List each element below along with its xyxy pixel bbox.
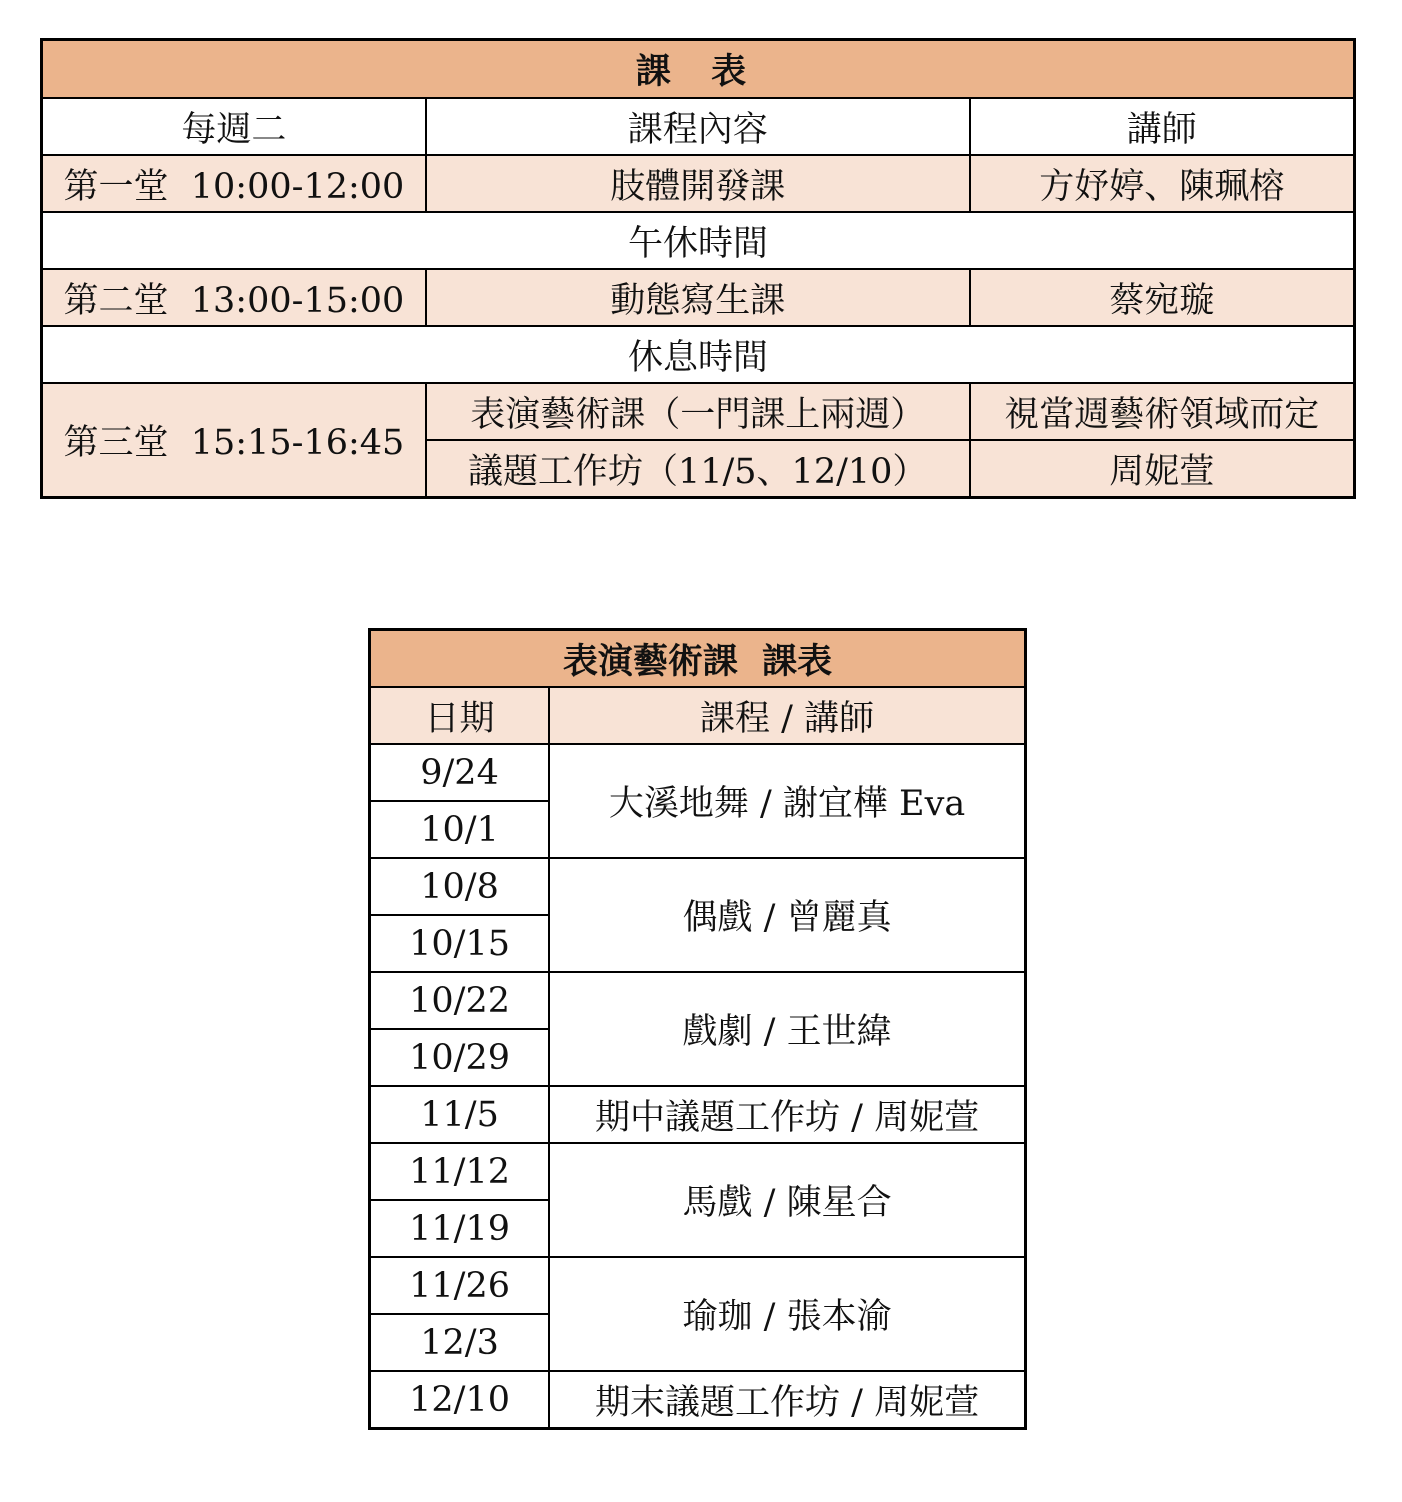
class-schedule-table bbox=[40, 38, 1356, 499]
course-cell: 戲劇 / 王世緯 bbox=[549, 972, 1025, 1086]
header-teacher: 講師 bbox=[970, 98, 1355, 155]
period-2-time: 第二堂 13:00-15:00 bbox=[42, 269, 426, 326]
period-3-time: 第三堂 15:15-16:45 bbox=[42, 383, 426, 498]
date-cell: 9/24 bbox=[370, 744, 550, 801]
date-cell: 12/3 bbox=[370, 1314, 550, 1371]
period-3-teacher-b: 周妮萱 bbox=[970, 440, 1355, 498]
date-cell: 10/22 bbox=[370, 972, 550, 1029]
course-cell: 期中議題工作坊 / 周妮萱 bbox=[549, 1086, 1025, 1143]
course-cell: 大溪地舞 / 謝宜樺 Eva bbox=[549, 744, 1025, 858]
date-cell: 10/15 bbox=[370, 915, 550, 972]
course-cell: 期末議題工作坊 / 周妮萱 bbox=[549, 1371, 1025, 1429]
schedule-title: 課 表 bbox=[42, 40, 1355, 99]
course-cell: 瑜珈 / 張本渝 bbox=[549, 1257, 1025, 1371]
performance-schedule-table bbox=[368, 628, 1027, 1430]
period-2-teacher: 蔡宛璇 bbox=[970, 269, 1355, 326]
date-cell: 11/19 bbox=[370, 1200, 550, 1257]
period-3-course-b: 議題工作坊（11/5、12/10） bbox=[426, 440, 970, 498]
date-cell: 12/10 bbox=[370, 1371, 550, 1429]
date-cell: 11/12 bbox=[370, 1143, 550, 1200]
header-date: 日期 bbox=[370, 687, 550, 744]
lunch-break: 午休時間 bbox=[42, 212, 1355, 269]
rest-break: 休息時間 bbox=[42, 326, 1355, 383]
date-cell: 10/1 bbox=[370, 801, 550, 858]
header-course-teacher: 課程 / 講師 bbox=[549, 687, 1025, 744]
period-2-course: 動態寫生課 bbox=[426, 269, 970, 326]
period-3-teacher-a: 視當週藝術領域而定 bbox=[970, 383, 1355, 440]
period-1-time: 第一堂 10:00-12:00 bbox=[42, 155, 426, 212]
date-cell: 11/5 bbox=[370, 1086, 550, 1143]
date-cell: 10/8 bbox=[370, 858, 550, 915]
date-cell: 11/26 bbox=[370, 1257, 550, 1314]
date-cell: 10/29 bbox=[370, 1029, 550, 1086]
period-1-teacher: 方妤婷、陳珮榕 bbox=[970, 155, 1355, 212]
period-1-course: 肢體開發課 bbox=[426, 155, 970, 212]
course-cell: 馬戲 / 陳星合 bbox=[549, 1143, 1025, 1257]
period-3-course-a: 表演藝術課（一門課上兩週） bbox=[426, 383, 970, 440]
performance-title: 表演藝術課 課表 bbox=[370, 630, 1026, 688]
header-day: 每週二 bbox=[42, 98, 426, 155]
header-course: 課程內容 bbox=[426, 98, 970, 155]
course-cell: 偶戲 / 曾麗真 bbox=[549, 858, 1025, 972]
